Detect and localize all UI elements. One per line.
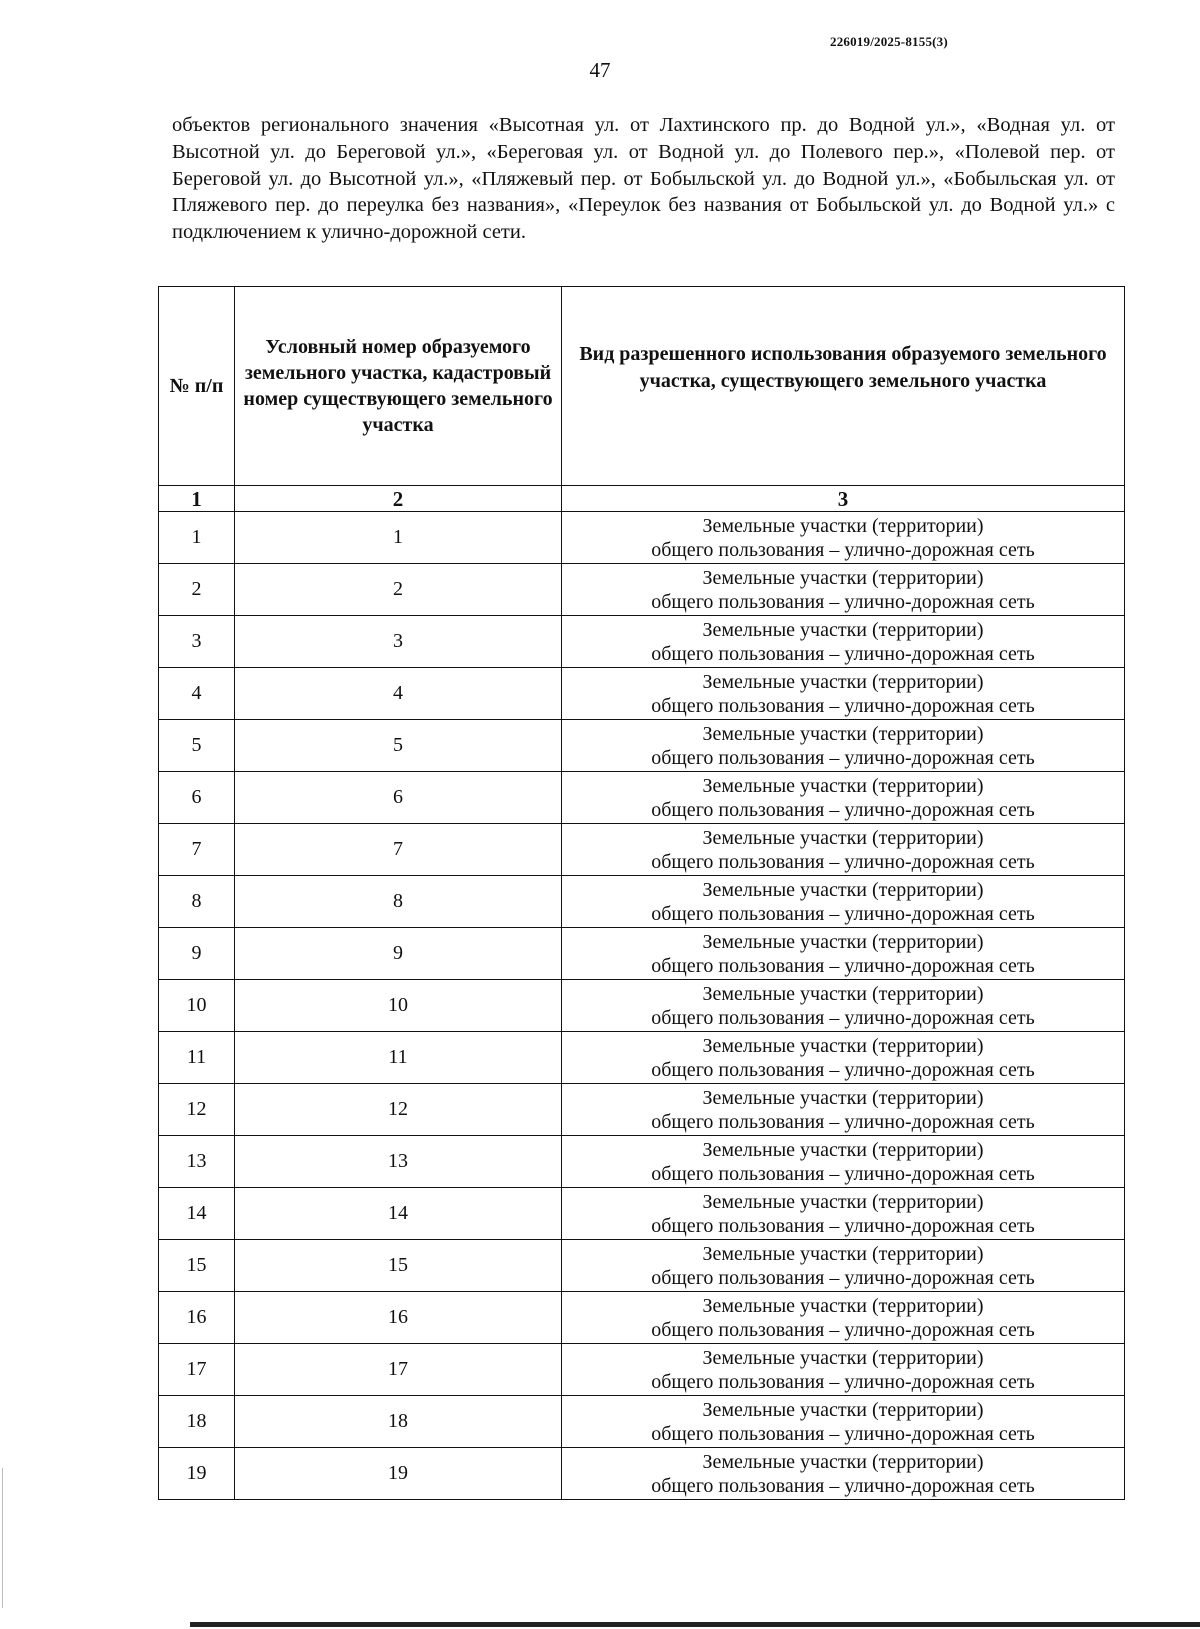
permitted-use-line-2: общего пользования – улично-дорожная сеть: [651, 591, 1035, 613]
permitted-use-line-1: Земельные участки (территории): [702, 515, 984, 537]
permitted-use-line-1: Земельные участки (территории): [702, 567, 984, 589]
permitted-use-line-2: общего пользования – улично-дорожная сеть: [651, 643, 1035, 665]
permitted-use-cell: [562, 1240, 1125, 1292]
permitted-use-line-1: Земельные участки (территории): [702, 1139, 984, 1161]
plot-number-cell: 18: [235, 1396, 562, 1448]
permitted-use-line-1: Земельные участки (территории): [702, 1295, 984, 1317]
permitted-use-cell: [562, 616, 1125, 668]
permitted-use-line-1: Земельные участки (территории): [702, 1087, 984, 1109]
plot-number-cell: 14: [235, 1188, 562, 1240]
document-id: 226019/2025-8155(3): [830, 34, 948, 49]
permitted-use-cell: [562, 668, 1125, 720]
permitted-use-line-1: Земельные участки (территории): [702, 723, 984, 745]
permitted-use-line-2: общего пользования – улично-дорожная сеть: [651, 1215, 1035, 1237]
permitted-use-line-2: общего пользования – улично-дорожная сеть: [651, 1111, 1035, 1133]
table-row: [159, 1240, 1125, 1292]
column-number-2: 2: [235, 486, 562, 512]
permitted-use-cell: [562, 1084, 1125, 1136]
plot-number-cell: 5: [235, 720, 562, 772]
permitted-use-cell: [562, 1344, 1125, 1396]
permitted-use-line-2: общего пользования – улично-дорожная сеть: [651, 1423, 1035, 1445]
plot-number-cell: 8: [235, 876, 562, 928]
table-row: [159, 772, 1125, 824]
row-number-cell: 2: [159, 564, 235, 616]
row-number-cell: 9: [159, 928, 235, 980]
table-row: [159, 616, 1125, 668]
plot-number-cell: 3: [235, 616, 562, 668]
permitted-use-line-1: Земельные участки (территории): [702, 1347, 984, 1369]
permitted-use-line-1: Земельные участки (территории): [702, 1035, 984, 1057]
plot-number-cell: 11: [235, 1032, 562, 1084]
plot-number-cell: 4: [235, 668, 562, 720]
permitted-use-cell: [562, 1188, 1125, 1240]
table-row: [159, 1344, 1125, 1396]
permitted-use-line-2: общего пользования – улично-дорожная сеть: [651, 1267, 1035, 1289]
plot-number-cell: 6: [235, 772, 562, 824]
table-row: [159, 980, 1125, 1032]
row-number-cell: 6: [159, 772, 235, 824]
row-number-cell: 5: [159, 720, 235, 772]
plot-number-cell: 13: [235, 1136, 562, 1188]
permitted-use-line-1: Земельные участки (территории): [702, 879, 984, 901]
permitted-use-cell: [562, 928, 1125, 980]
row-number-cell: 13: [159, 1136, 235, 1188]
column-number-1: 1: [159, 486, 235, 512]
page-number: 47: [589, 58, 611, 82]
plot-number-cell: 17: [235, 1344, 562, 1396]
permitted-use-line-1: Земельные участки (территории): [702, 1243, 984, 1265]
permitted-use-line-2: общего пользования – улично-дорожная сеть: [651, 1163, 1035, 1185]
row-number-cell: 15: [159, 1240, 235, 1292]
column-number-row: [159, 486, 1125, 512]
row-number-cell: 16: [159, 1292, 235, 1344]
permitted-use-line-2: общего пользования – улично-дорожная сеть: [651, 539, 1035, 561]
permitted-use-line-2: общего пользования – улично-дорожная сеть: [651, 851, 1035, 873]
table-row: [159, 1032, 1125, 1084]
permitted-use-line-1: Земельные участки (территории): [702, 931, 984, 953]
table-row: [159, 876, 1125, 928]
intro-paragraph: объектов регионального значения «Высотная ул. от Лахтинского пр. до Водной ул.», «Водная ул. от Высотной ул. до Береговой ул.», «Береговая ул. от Водной ул. до Полевого пер.», «Полевой пер. от Береговой ул. до Высотной ул.», «Пляжевый пер. от Бобыльской ул. до Водной ул.», «Бобыльская ул. от Пляжевого пер. до переулка без названия», «Переулок без названия от Бобыльской ул. до Водной ул.» с подключением к улично-дорожной сети.: [172, 114, 1115, 244]
permitted-use-line-1: Земельные участки (территории): [702, 827, 984, 849]
row-number-cell: 7: [159, 824, 235, 876]
header-permitted-use: Вид разрешенного использования образуемого земельного участка, существующего земельного участка: [562, 287, 1125, 486]
permitted-use-cell: [562, 1396, 1125, 1448]
table-row: [159, 668, 1125, 720]
permitted-use-line-2: общего пользования – улично-дорожная сеть: [651, 695, 1035, 717]
row-number-cell: 12: [159, 1084, 235, 1136]
permitted-use-line-2: общего пользования – улично-дорожная сеть: [651, 1007, 1035, 1029]
permitted-use-line-2: общего пользования – улично-дорожная сеть: [651, 955, 1035, 977]
permitted-use-line-2: общего пользования – улично-дорожная сеть: [651, 903, 1035, 925]
table-header-row: [159, 287, 1125, 486]
row-number-cell: 1: [159, 512, 235, 564]
table-body: [159, 512, 1125, 1500]
table-row: [159, 512, 1125, 564]
permitted-use-cell: [562, 772, 1125, 824]
permitted-use-line-2: общего пользования – улично-дорожная сеть: [651, 1059, 1035, 1081]
permitted-use-line-1: Земельные участки (территории): [702, 619, 984, 641]
row-number-cell: 3: [159, 616, 235, 668]
permitted-use-line-2: общего пользования – улично-дорожная сеть: [651, 1475, 1035, 1497]
scan-edge-mark: [2, 1468, 3, 1608]
plot-number-cell: 2: [235, 564, 562, 616]
plot-number-cell: 19: [235, 1448, 562, 1500]
row-number-cell: 10: [159, 980, 235, 1032]
column-number-3: 3: [562, 486, 1125, 512]
permitted-use-line-1: Земельные участки (территории): [702, 983, 984, 1005]
row-number-cell: 17: [159, 1344, 235, 1396]
scan-bottom-rule: [190, 1622, 1200, 1627]
row-number-cell: 8: [159, 876, 235, 928]
plot-number-cell: 15: [235, 1240, 562, 1292]
permitted-use-line-2: общего пользования – улично-дорожная сеть: [651, 799, 1035, 821]
row-number-cell: 4: [159, 668, 235, 720]
row-number-cell: 11: [159, 1032, 235, 1084]
table-row: [159, 1292, 1125, 1344]
table-row: [159, 564, 1125, 616]
plot-number-cell: 1: [235, 512, 562, 564]
permitted-use-line-2: общего пользования – улично-дорожная сеть: [651, 747, 1035, 769]
table-row: [159, 1396, 1125, 1448]
permitted-use-line-1: Земельные участки (территории): [702, 1191, 984, 1213]
permitted-use-line-1: Земельные участки (территории): [702, 1399, 984, 1421]
table-row: [159, 1448, 1125, 1500]
table-row: [159, 824, 1125, 876]
row-number-cell: 14: [159, 1188, 235, 1240]
permitted-use-cell: [562, 876, 1125, 928]
table-row: [159, 928, 1125, 980]
permitted-use-line-1: Земельные участки (территории): [702, 1451, 984, 1473]
permitted-use-cell: [562, 1292, 1125, 1344]
row-number-cell: 19: [159, 1448, 235, 1500]
table-row: [159, 1136, 1125, 1188]
permitted-use-line-1: Земельные участки (территории): [702, 671, 984, 693]
permitted-use-line-1: Земельные участки (территории): [702, 775, 984, 797]
table-row: [159, 1084, 1125, 1136]
permitted-use-cell: [562, 512, 1125, 564]
permitted-use-line-2: общего пользования – улично-дорожная сеть: [651, 1371, 1035, 1393]
land-plots-table: [158, 286, 1125, 1500]
header-plot-number: Условный номер образуемого земельного участка, кадастровый номер существующего земельного участка: [235, 287, 562, 486]
permitted-use-cell: [562, 1448, 1125, 1500]
row-number-cell: 18: [159, 1396, 235, 1448]
header-row-number: № п/п: [159, 287, 235, 486]
table-row: [159, 1188, 1125, 1240]
permitted-use-cell: [562, 824, 1125, 876]
plot-number-cell: 9: [235, 928, 562, 980]
permitted-use-cell: [562, 980, 1125, 1032]
plot-number-cell: 12: [235, 1084, 562, 1136]
permitted-use-cell: [562, 564, 1125, 616]
permitted-use-cell: [562, 1032, 1125, 1084]
plot-number-cell: 7: [235, 824, 562, 876]
plot-number-cell: 16: [235, 1292, 562, 1344]
permitted-use-cell: [562, 720, 1125, 772]
table-row: [159, 720, 1125, 772]
plot-number-cell: 10: [235, 980, 562, 1032]
permitted-use-line-2: общего пользования – улично-дорожная сеть: [651, 1319, 1035, 1341]
permitted-use-cell: [562, 1136, 1125, 1188]
